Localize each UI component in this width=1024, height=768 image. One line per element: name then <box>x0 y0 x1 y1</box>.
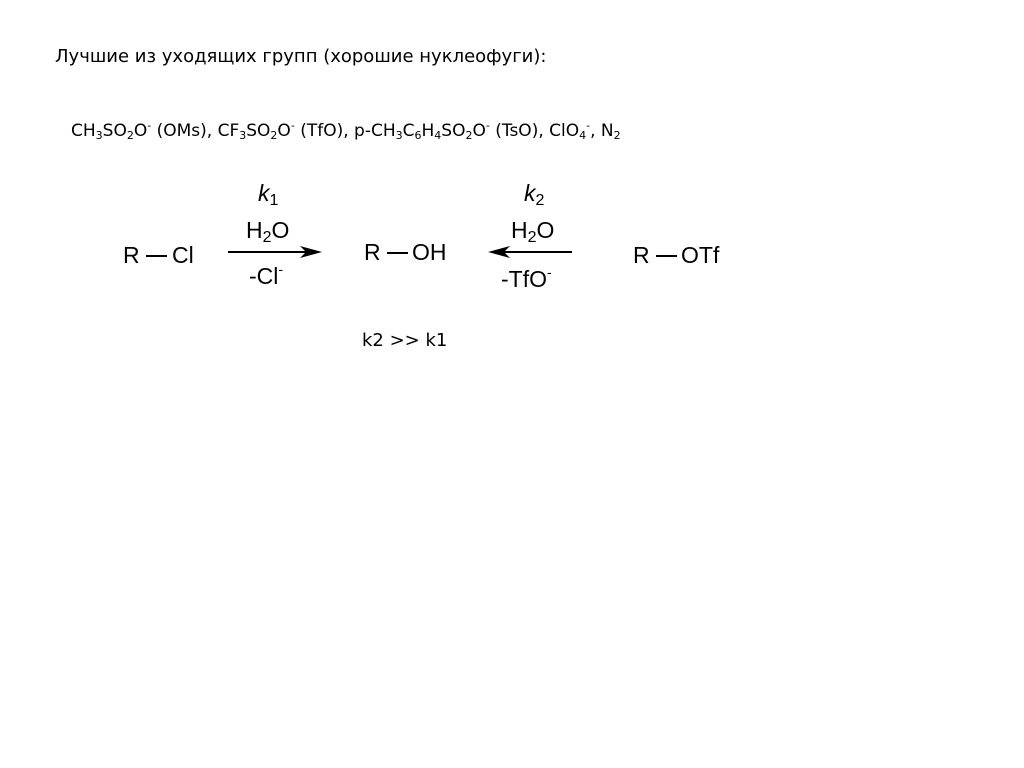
right-arrow-icon <box>226 244 324 260</box>
water-reagent: $H_2O$ <box>511 217 555 246</box>
triflate-loss: -TfO- <box>501 264 552 292</box>
r-group-label: R <box>123 242 140 268</box>
chlorine-label: Cl <box>172 242 194 268</box>
rate-constant-k2: $k_2$ <box>524 180 545 209</box>
r-group-label: R <box>633 242 650 268</box>
rate-constant-k1: $k_1$ <box>258 180 279 209</box>
perchlorate-formula: ClO$_4$-, <box>549 119 601 142</box>
hydroxyl-label: OH <box>412 239 447 265</box>
water-reagent: $H_2O$ <box>246 217 290 246</box>
single-bond <box>146 255 167 257</box>
oms-formula: $CH_3SO_2O^-$ (OMs), <box>71 119 218 142</box>
single-bond <box>656 255 677 257</box>
chloride-loss: -Cl- <box>249 261 284 289</box>
tfo-formula: $CF_3SO_2O^-$ (TfO), <box>217 119 355 142</box>
left-arrow-icon <box>486 244 574 260</box>
rate-comparison: k2 >> k1 <box>362 330 448 351</box>
r-group-label: R <box>364 239 381 265</box>
single-bond <box>387 252 408 254</box>
tso-formula: $p-CH_3C_6H_4SO_2O^-$ (TsO), <box>354 119 550 142</box>
triflate-label: OTf <box>681 242 720 268</box>
nitrogen-formula: $N_2$ <box>600 121 621 142</box>
page-heading: Лучшие из уходящих групп (хорошие нуклеофуги): <box>55 46 547 67</box>
